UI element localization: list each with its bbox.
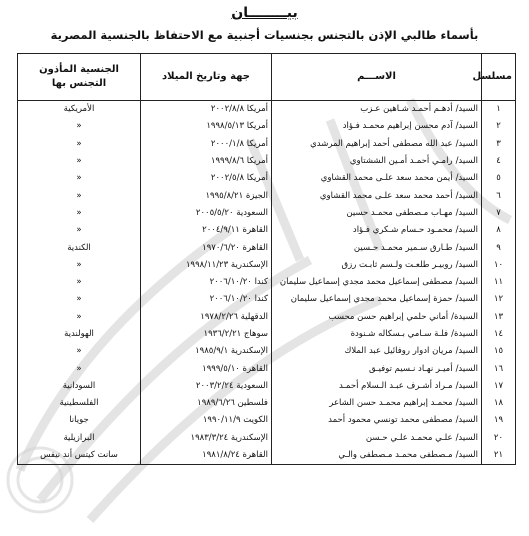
- header-birth: جهة وتاريخ الميلاد: [141, 54, 272, 101]
- row-name: آدم محسن إبراهيم محمـد فـؤاد: [342, 121, 453, 132]
- row-birth-date: ٢٠٠٢/٥/٨: [210, 173, 245, 184]
- table-row: [18, 101, 516, 119]
- table-row: [18, 430, 516, 447]
- row-serial: ٤: [482, 153, 516, 170]
- row-name: مـراد أشـرف عبـد الـسلام أحمـد: [338, 380, 453, 391]
- row-name-cell: [272, 412, 482, 429]
- row-honorific: السيد/: [455, 346, 478, 357]
- row-serial: ١٩: [482, 412, 516, 429]
- row-birth-place: أمريكا: [246, 156, 268, 167]
- row-birth-cell: [141, 309, 272, 326]
- row-name: فلـة سـامي بـسكاله شـنودة: [350, 329, 449, 339]
- row-birth-cell: [141, 274, 272, 291]
- table-row: [18, 309, 516, 326]
- row-serial: ٣: [482, 136, 516, 153]
- row-honorific: السيد/: [455, 121, 478, 132]
- row-serial: ١٣: [482, 309, 516, 326]
- table-row: [18, 378, 516, 395]
- table-body: [18, 101, 516, 465]
- row-serial: ١١: [482, 274, 516, 291]
- table-row: [18, 170, 516, 187]
- row-birth-place: فلسطين: [237, 398, 268, 409]
- row-birth-cell: [141, 136, 272, 153]
- row-name: طـارق سـمير محمـد حـسين: [353, 242, 453, 253]
- row-name-cell: [272, 430, 482, 447]
- row-birth-place: أمريكا: [246, 104, 268, 115]
- row-serial: ١٤: [482, 326, 516, 343]
- row-nationality: الهولندية: [18, 326, 141, 343]
- row-honorific: السيد/: [455, 190, 478, 201]
- table-row: [18, 360, 516, 377]
- header-nationality: الجنسية المأذون التجنس بها: [18, 54, 141, 101]
- row-serial: ٢: [482, 118, 516, 135]
- row-name: أيمن محمد سعد علـى محمد القشاوي: [320, 173, 453, 184]
- row-serial: ١٧: [482, 378, 516, 395]
- row-honorific: السيد/: [455, 104, 478, 115]
- row-serial: ٦: [482, 187, 516, 204]
- row-birth-cell: [141, 412, 272, 429]
- row-birth-date: ١٩٩٥/٨/٢١: [205, 190, 244, 201]
- row-name: عبد الله مصطفى أحمد إبراهيم المرشدي: [310, 138, 453, 149]
- row-honorific: السيد/: [455, 156, 478, 167]
- row-name-cell: [272, 274, 482, 291]
- row-name-cell: [272, 291, 482, 308]
- row-honorific: السيد/: [455, 242, 478, 253]
- row-birth-cell: [141, 187, 272, 204]
- row-name-cell: [272, 395, 482, 412]
- row-birth-date: ١٩٣٦/٢/٢١: [203, 329, 242, 339]
- row-honorific: السيد/: [455, 225, 478, 236]
- table-row: [18, 205, 516, 222]
- table-row: [18, 447, 516, 465]
- row-birth-date: ١٩٩٩/٥/١٠: [202, 363, 240, 374]
- header-serial: مسلسل: [482, 54, 516, 101]
- row-name: محمـود حـسام شـكري فـؤاد: [352, 225, 453, 236]
- row-birth-cell: [141, 153, 272, 170]
- row-birth-cell: [141, 343, 272, 360]
- row-birth-cell: [141, 326, 272, 343]
- row-honorific: السيد/: [455, 207, 478, 218]
- row-serial: ١٠: [482, 257, 516, 274]
- row-nationality: «: [18, 257, 141, 274]
- row-honorific: السيدة/: [451, 329, 478, 339]
- table-row: [18, 153, 516, 170]
- row-honorific: السيد/: [455, 259, 478, 270]
- row-honorific: السيد/: [455, 398, 478, 409]
- row-honorific: السيد/: [455, 173, 478, 184]
- row-honorific: السيد/: [455, 363, 478, 374]
- row-serial: ٧: [482, 205, 516, 222]
- row-nationality: «: [18, 360, 141, 377]
- row-birth-place: الكويت: [243, 415, 268, 426]
- row-name: مصطفى إسماعيل محمد مجدي إسماعيل سليمان: [279, 277, 453, 288]
- row-serial: ١٨: [482, 395, 516, 412]
- row-birth-cell: [141, 378, 272, 395]
- row-name: علـي محمـد علـي حـسن: [365, 432, 453, 443]
- row-name: حمزة إسماعيل محمد مجدي إسماعيل سليمان: [290, 294, 453, 305]
- table-row: [18, 343, 516, 360]
- row-birth-date: ١٩٩٠/١١/٩: [202, 415, 241, 426]
- row-nationality: «: [18, 136, 141, 153]
- row-serial: ١: [482, 101, 516, 119]
- header-name: الاســـم: [272, 54, 482, 101]
- table-row: [18, 118, 516, 135]
- table-row: [18, 257, 516, 274]
- row-birth-date: ١٩٨٣/٣/٢٤: [190, 432, 229, 443]
- row-birth-cell: [141, 395, 272, 412]
- row-nationality: البرازيلية: [18, 430, 141, 447]
- row-honorific: السيد/: [455, 380, 478, 391]
- row-serial: ٢١: [482, 447, 516, 465]
- row-birth-place: أمريكا: [246, 121, 268, 132]
- row-nationality: «: [18, 343, 141, 360]
- row-name-cell: [272, 239, 482, 256]
- table-row: [18, 274, 516, 291]
- row-birth-date: ١٩٩٨/٥/١٣: [206, 121, 245, 132]
- row-birth-date: ١٩٨١/٨/٢٤: [202, 450, 240, 461]
- table-row: [18, 239, 516, 256]
- row-birth-date: ٢٠٠٠/١/٨: [210, 138, 245, 149]
- row-nationality: «: [18, 274, 141, 291]
- table-row: [18, 136, 516, 153]
- row-birth-place: السعودية: [236, 207, 268, 218]
- row-name: أماني حلمي إبراهيم حسن محسب: [328, 311, 449, 322]
- row-birth-cell: [141, 291, 272, 308]
- row-birth-place: السعودية: [236, 380, 268, 391]
- row-serial: ١٦: [482, 360, 516, 377]
- row-name: أدهـم أحمـد شـاهين عـزب: [360, 104, 453, 115]
- row-birth-date: ١٩٧٨/٢/٢٦: [200, 311, 238, 322]
- row-birth-cell: [141, 430, 272, 447]
- row-name-cell: [272, 360, 482, 377]
- row-name: أميـر نهـاد نـسيم توفيـق: [369, 363, 453, 374]
- row-serial: ٢٠: [482, 430, 516, 447]
- table-row: [18, 187, 516, 204]
- table-row: [18, 222, 516, 239]
- row-birth-place: الإسكندرية: [230, 259, 268, 270]
- row-name: روبيـر طلعـت ولـسم ثابـت رزق: [341, 259, 453, 270]
- row-serial: ١٢: [482, 291, 516, 308]
- row-name-cell: [272, 205, 482, 222]
- row-honorific: السيد/: [455, 432, 478, 443]
- row-birth-place: أمريكا: [246, 173, 268, 184]
- row-birth-date: ٢٠٠٦/١٠/٢٠: [209, 294, 252, 305]
- row-name-cell: [272, 136, 482, 153]
- table-header-row: [18, 54, 516, 101]
- table-row: [18, 326, 516, 343]
- row-birth-cell: [141, 118, 272, 135]
- row-birth-place: الإسكندرية: [230, 432, 268, 443]
- row-name-cell: [272, 101, 482, 119]
- row-nationality: «: [18, 222, 141, 239]
- row-serial: ١٥: [482, 343, 516, 360]
- row-name-cell: [272, 118, 482, 135]
- table-row: [18, 412, 516, 429]
- row-name-cell: [272, 187, 482, 204]
- row-birth-place: القاهرة: [242, 242, 268, 253]
- row-name-cell: [272, 326, 482, 343]
- row-birth-date: ١٩٨٩/٦/٢٦: [197, 398, 235, 409]
- row-nationality: «: [18, 291, 141, 308]
- row-birth-date: ٢٠٠٦/١٠/٢٠: [209, 277, 252, 288]
- row-birth-date: ٢٠٠٢/٨/٨: [210, 104, 245, 115]
- row-birth-place: الدقهلية: [240, 311, 268, 322]
- row-name: محمـد إبراهيم محمـد حسن الشاعر: [329, 398, 453, 409]
- row-birth-place: الإسكندرية: [230, 346, 268, 357]
- row-nationality: الأمريكية: [18, 101, 141, 119]
- row-name: رامـي أحمـد أمـين الششتاوي: [349, 156, 453, 167]
- row-birth-place: أمريكا: [246, 138, 268, 149]
- row-birth-date: ١٩٩٨/١١/٢٣: [185, 259, 229, 270]
- row-name: مريان ادوار روفائيل عبد الملاك: [344, 346, 453, 357]
- row-birth-place: كندا: [254, 277, 268, 288]
- row-birth-cell: [141, 101, 272, 119]
- row-name-cell: [272, 222, 482, 239]
- row-honorific: السيد/: [455, 277, 478, 288]
- row-nationality: سانت كيتس أند نيفس: [18, 447, 141, 465]
- applicants-table: [17, 53, 516, 465]
- row-nationality: «: [18, 205, 141, 222]
- row-birth-place: سوهاج: [243, 329, 268, 339]
- row-honorific: السيد/: [455, 294, 478, 305]
- row-name-cell: [272, 153, 482, 170]
- row-name-cell: [272, 309, 482, 326]
- row-birth-place: القاهرة: [242, 225, 268, 236]
- row-birth-place: كندا: [254, 294, 268, 305]
- row-name: مهـاب مـصطفى محمـد حسين: [346, 207, 453, 218]
- row-name: مـصطفى محمـد مـصطفى والـي: [338, 450, 453, 461]
- row-birth-date: ١٩٨٥/٩/١: [195, 346, 229, 357]
- row-name: مصطفى محمد تونسي محمود أحمد: [328, 415, 453, 426]
- row-birth-date: ٢٠٠٣/٢/٢٤: [195, 380, 234, 391]
- row-honorific: السيدة/: [451, 311, 478, 322]
- row-nationality: جويانا: [18, 412, 141, 429]
- table-row: [18, 395, 516, 412]
- row-serial: ٩: [482, 239, 516, 256]
- row-birth-place: الجيزة: [245, 190, 268, 201]
- row-birth-date: ٢٠٠٤/٩/١١: [202, 225, 240, 236]
- row-birth-date: ٢٠٠٥/٥/٢٠: [195, 207, 234, 218]
- row-name-cell: [272, 257, 482, 274]
- row-honorific: السيد/: [455, 415, 478, 426]
- row-birth-cell: [141, 170, 272, 187]
- row-birth-cell: [141, 257, 272, 274]
- row-birth-cell: [141, 239, 272, 256]
- row-birth-place: القاهرة: [242, 450, 268, 461]
- row-birth-date: ١٩٩٩/٨/٦: [210, 156, 245, 167]
- document-subtitle: بأسماء طالبي الإذن بالتجنس بجنسيات أجنبية مع الاحتفاظ بالجنسية المصرية: [50, 28, 479, 42]
- row-name-cell: [272, 170, 482, 187]
- row-nationality: السودانية: [18, 378, 141, 395]
- row-name-cell: [272, 378, 482, 395]
- row-nationality: «: [18, 187, 141, 204]
- row-birth-cell: [141, 222, 272, 239]
- row-honorific: السيد/: [455, 138, 478, 149]
- row-nationality: «: [18, 118, 141, 135]
- row-nationality: «: [18, 153, 141, 170]
- row-name-cell: [272, 343, 482, 360]
- row-honorific: السيد/: [455, 450, 478, 461]
- row-serial: ٥: [482, 170, 516, 187]
- row-name: أحمد محمد سعد علـى محمد القشاوي: [319, 190, 453, 201]
- row-nationality: «: [18, 170, 141, 187]
- row-nationality: الفلسطينية: [18, 395, 141, 412]
- table-row: [18, 291, 516, 308]
- row-nationality: «: [18, 309, 141, 326]
- row-birth-place: القاهرة: [242, 363, 268, 374]
- row-birth-cell: [141, 447, 272, 465]
- document-title: بيــــــــان: [231, 5, 298, 21]
- row-birth-cell: [141, 360, 272, 377]
- row-birth-date: ١٩٧٠/٦/٢٠: [202, 242, 240, 253]
- row-serial: ٨: [482, 222, 516, 239]
- row-birth-cell: [141, 205, 272, 222]
- row-nationality: الكندية: [18, 239, 141, 256]
- row-name-cell: [272, 447, 482, 465]
